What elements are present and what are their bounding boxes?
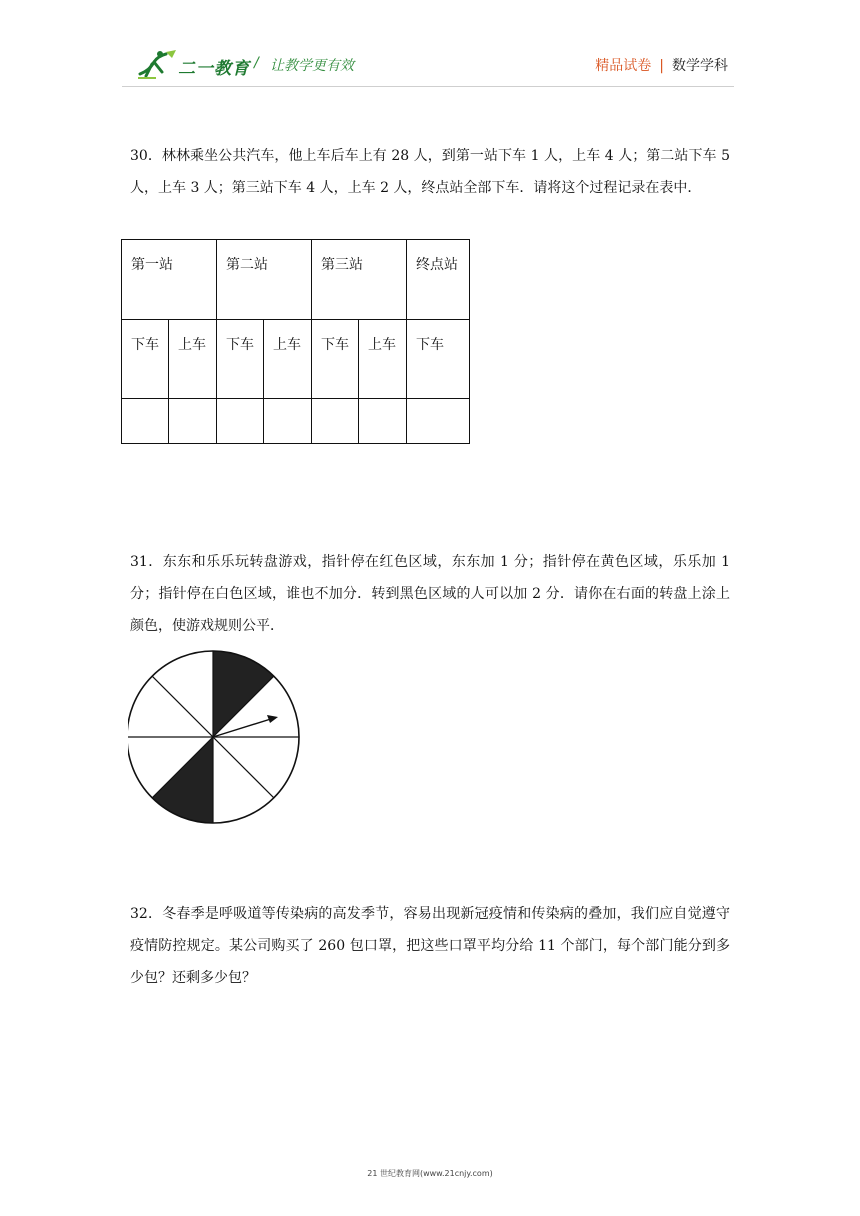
subheader-cell: 上车 bbox=[169, 320, 217, 399]
subheader-cell: 下车 bbox=[312, 320, 359, 399]
answer-cell[interactable] bbox=[217, 399, 264, 444]
station-header: 第三站 bbox=[312, 240, 407, 320]
logo-name: 二一教育 bbox=[178, 59, 250, 79]
question-32: 32．冬春季是呼吸道等传染病的高发季节，容易出现新冠疫情和传染病的叠加，我们应自觉遵守疫情防控规定。某公司购买了 260 包口罩，把这些口罩平均分给 11 个部门，每个部门能分到多少包？还剩多少包？ bbox=[130, 906, 730, 986]
shaded-sector-bottom-left bbox=[152, 737, 213, 823]
answer-cell[interactable] bbox=[264, 399, 312, 444]
logo-separator: / bbox=[254, 55, 259, 71]
header-divider bbox=[122, 86, 734, 87]
subheader-cell: 上车 bbox=[359, 320, 407, 399]
subheader-cell: 下车 bbox=[407, 320, 470, 399]
answer-cell[interactable] bbox=[122, 399, 169, 444]
station-header: 第一站 bbox=[122, 240, 217, 320]
answer-cell[interactable] bbox=[312, 399, 359, 444]
station-header: 第二站 bbox=[217, 240, 312, 320]
pointer-arrowhead-icon bbox=[267, 715, 278, 723]
subheader-cell: 下车 bbox=[122, 320, 169, 399]
header-separator: | bbox=[659, 58, 664, 74]
question-30: 30．林林乘坐公共汽车，他上车后车上有 28 人，到第一站下车 1 人，上车 4 人；第二站下车 5 人，上车 3 人；第三站下车 4 人，上车 2 人，终点站全部下车．请将这个过程记录在表中． bbox=[130, 148, 730, 196]
header-right bbox=[595, 55, 728, 75]
answer-cell[interactable] bbox=[169, 399, 217, 444]
answer-cell[interactable] bbox=[359, 399, 407, 444]
shaded-sector-top-right bbox=[213, 651, 274, 737]
subheader-cell: 下车 bbox=[217, 320, 264, 399]
subject-label: 数学学科 bbox=[672, 58, 728, 74]
page-footer: 21 世纪教育网(www.21cnjy.com) bbox=[367, 1169, 493, 1178]
station-header: 终点站 bbox=[407, 240, 470, 320]
bus-record-table bbox=[121, 239, 470, 444]
logo-slogan: 让教学更有效 bbox=[270, 58, 354, 74]
runner-logo-icon bbox=[136, 48, 180, 80]
spinner-wheel bbox=[128, 648, 304, 826]
question-31: 31．东东和乐乐玩转盘游戏，指针停在红色区域，东东加 1 分；指针停在黄色区域，乐乐加 1 分；指针停在白色区域，谁也不加分．转到黑色区域的人可以加 2 分．请你在右面的转盘上涂上颜色，使游戏规则公平． bbox=[130, 554, 730, 634]
exam-label: 精品试卷 bbox=[595, 58, 652, 74]
subheader-cell: 上车 bbox=[264, 320, 312, 399]
answer-cell[interactable] bbox=[407, 399, 470, 444]
page-header bbox=[0, 0, 860, 90]
